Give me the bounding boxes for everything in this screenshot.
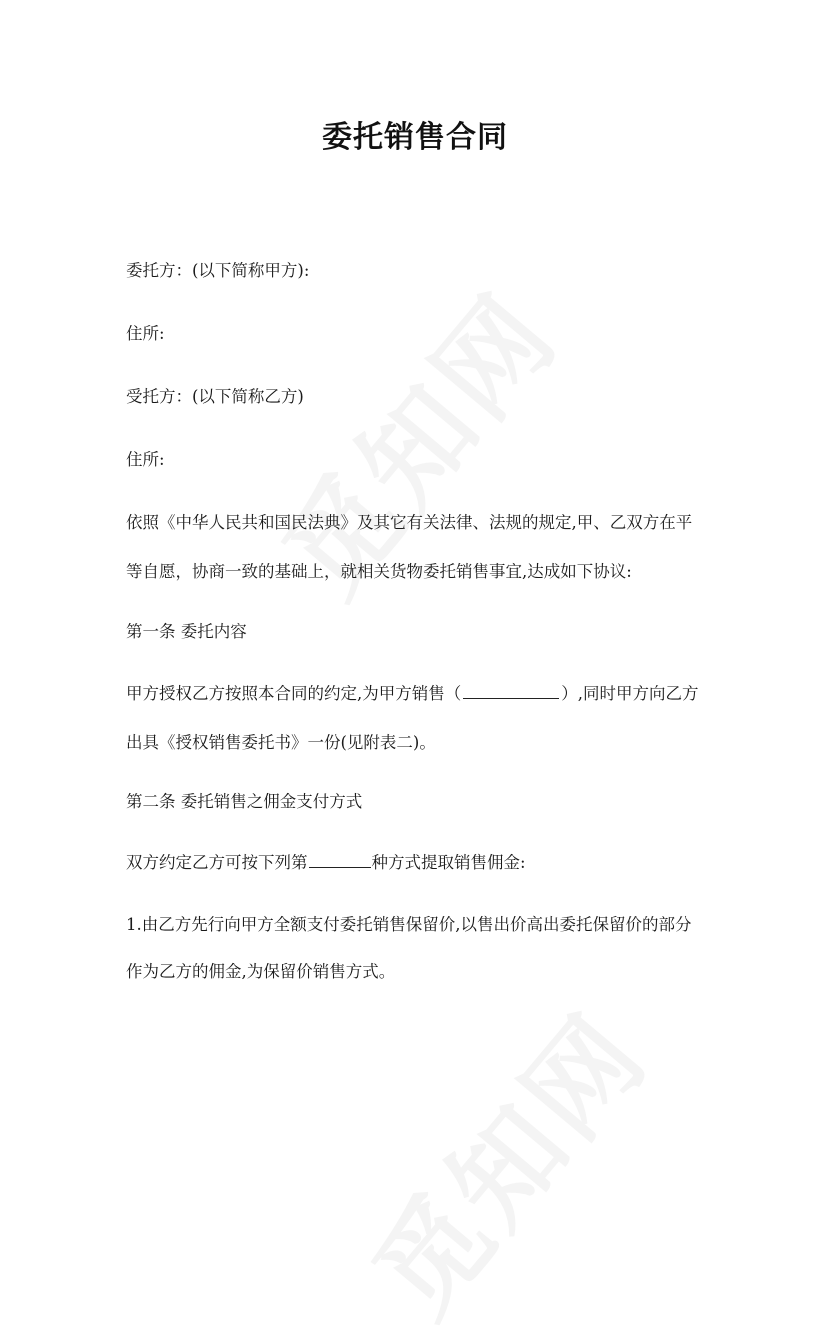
agent-address-line: 住所:	[126, 450, 165, 469]
item-1-line-2: 作为乙方的佣金,为保留价销售方式。	[126, 962, 396, 981]
article-1-heading: 第一条 委托内容	[126, 622, 247, 641]
basis-paragraph-line-1: 依照《中华人民共和国民法典》及其它有关法律、法规的规定,甲、乙双方在平	[126, 513, 693, 532]
client-line: 委托方：(以下简称甲方):	[126, 261, 310, 280]
client-address-line: 住所:	[126, 324, 165, 343]
basis-paragraph-line-2: 等自愿，协商一致的基础上，就相关货物委托销售事宜,达成如下协议:	[126, 562, 632, 581]
agent-line: 受托方：(以下简称乙方)	[126, 387, 304, 406]
article-2-text-end: 种方式提取销售佣金:	[371, 853, 526, 872]
item-1-line-1: 1.由乙方先行向甲方全额支付委托销售保留价,以售出价高出委托保留价的部分	[126, 915, 692, 934]
document-title: 委托销售合同	[322, 120, 508, 155]
article-2-paragraph	[126, 838, 716, 887]
watermark	[332, 975, 677, 1343]
article-1-text-start: 甲方授权乙方按照本合同的约定,为甲方销售（	[126, 684, 462, 703]
method-number-blank-field[interactable]	[309, 849, 371, 868]
article-1-text-end: ）,同时甲方向乙方	[561, 684, 699, 703]
goods-blank-field[interactable]	[463, 680, 559, 699]
article-2-text-start: 双方约定乙方可按下列第	[126, 853, 308, 872]
article-1-paragraph-line-2: 出具《授权销售委托书》一份(见附表二)。	[126, 733, 436, 752]
article-2-heading: 第二条 委托销售之佣金支付方式	[126, 792, 363, 811]
article-1-paragraph-line-1	[126, 669, 716, 718]
